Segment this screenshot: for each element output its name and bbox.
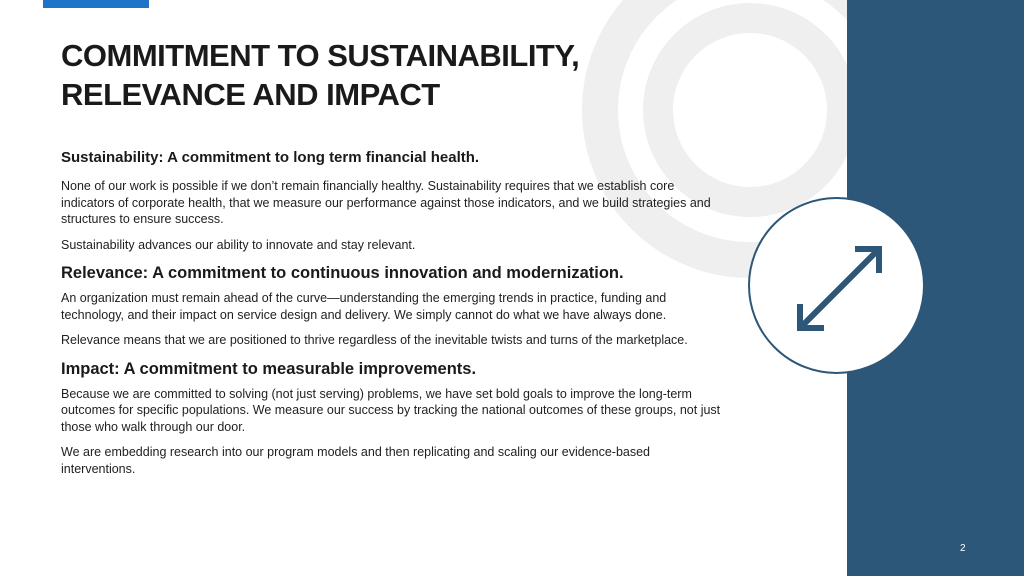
content-body bbox=[61, 148, 721, 486]
paragraph: Because we are committed to solving (not just serving) problems, we have set bold goals to improve the long-term outcomes for specific populations. We measure our success by tracking the national outcomes of these groups, not just those who walk through our door. bbox=[61, 386, 721, 434]
section-relevance bbox=[61, 262, 721, 349]
section-sustainability bbox=[61, 148, 721, 253]
section-impact bbox=[61, 358, 721, 478]
paragraph: An organization must remain ahead of the curve—understanding the emerging trends in practice, funding and technology, and their impact on service design and delivery. We simply cannot do what we have always done. bbox=[61, 291, 667, 322]
section-heading-sustainability: Sustainability: A commitment to long term financial health. bbox=[61, 149, 480, 166]
page-number: 2 bbox=[960, 543, 966, 554]
page-title bbox=[61, 36, 761, 114]
top-accent-bar bbox=[43, 0, 149, 8]
title-line-1: COMMITMENT TO SUSTAINABILITY, bbox=[61, 38, 580, 73]
paragraph: None of our work is possible if we don’t remain financially healthy. Sustainability requires that we establish core indicators of corporate health, that we measure our performance against those indicators, and we build strategies and structures to ensure success. bbox=[61, 179, 711, 226]
section-heading-impact: Impact: A commitment to measurable improvements. bbox=[61, 359, 477, 378]
paragraph: Relevance means that we are positioned to thrive regardless of the inevitable twists and turns of the marketplace. bbox=[61, 333, 688, 347]
paragraph: Sustainability advances our ability to innovate and stay relevant. bbox=[61, 237, 416, 252]
diagonal-double-arrow-icon bbox=[750, 199, 923, 372]
paragraph: We are embedding research into our program models and then replicating and scaling our evidence-based interventions. bbox=[61, 445, 651, 476]
icon-badge bbox=[748, 197, 925, 374]
section-heading-relevance: Relevance: A commitment to continuous innovation and modernization. bbox=[61, 264, 624, 282]
title-line-2: RELEVANCE AND IMPACT bbox=[61, 77, 440, 112]
